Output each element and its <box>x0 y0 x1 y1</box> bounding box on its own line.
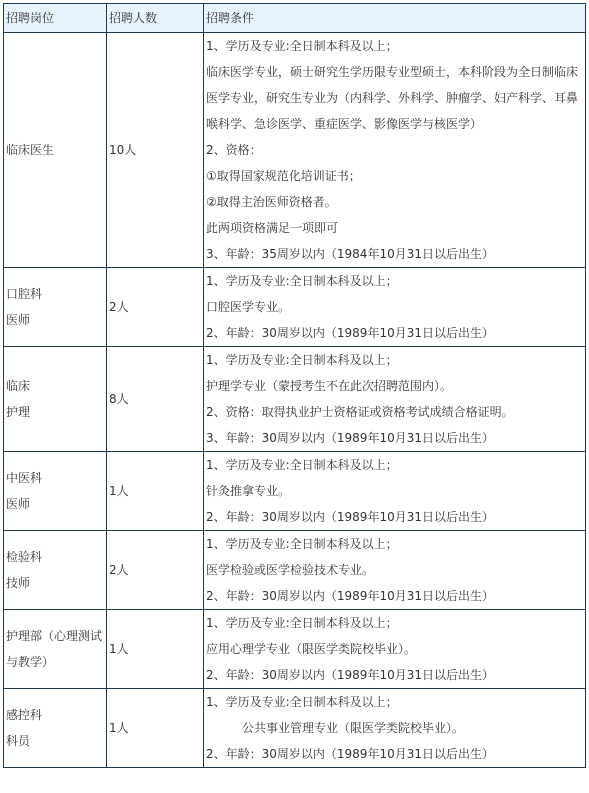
position-label: 护理 <box>6 405 31 419</box>
position-label: 感控科 <box>6 708 43 722</box>
position-label: 口腔科 <box>6 287 43 301</box>
condition-line: 1、学历及专业:全日制本科及以上； <box>206 616 398 630</box>
position-cell <box>4 347 107 452</box>
condition-line: 2、年龄：30周岁以内（1989年10月31日以后出生） <box>206 510 494 524</box>
count-cell: 1人 <box>107 610 204 689</box>
position-cell <box>4 610 107 689</box>
condition-line: 2、年龄：30周岁以内（1989年10月31日以后出生） <box>206 747 494 761</box>
condition-line: 临床医学专业，硕士研究生学历限专业型硕士，本科阶段为全日制临床 <box>206 65 579 79</box>
position-cell <box>4 452 107 531</box>
table-row <box>4 531 586 610</box>
condition-line: 1、学历及专业:全日制本科及以上； <box>206 537 398 551</box>
header-position: 招聘岗位 <box>4 4 107 33</box>
position-label: 中医科 <box>6 471 43 485</box>
condition-line: ①取得国家规范化培训证书； <box>206 169 361 183</box>
condition-line: 2、资格： <box>206 143 262 157</box>
position-cell <box>4 689 107 768</box>
condition-line: 2、年龄：30周岁以内（1989年10月31日以后出生） <box>206 589 494 603</box>
condition-line: 2、年龄：30周岁以内（1989年10月31日以后出生） <box>206 668 494 682</box>
position-label: 科员 <box>6 734 31 748</box>
condition-line: 护理学专业（蒙授考生不在此次招聘范围内）。 <box>206 379 453 393</box>
conditions-cell <box>204 268 586 347</box>
condition-line: 1、学历及专业:全日制本科及以上； <box>206 458 398 472</box>
position-label: 临床医生 <box>6 143 55 157</box>
count-cell: 10人 <box>107 33 204 268</box>
conditions-cell <box>204 610 586 689</box>
header-count: 招聘人数 <box>107 4 204 33</box>
recruitment-table <box>3 3 586 768</box>
condition-line: 医学检验或医学检验技术专业。 <box>206 563 375 577</box>
position-cell <box>4 268 107 347</box>
count-cell: 1人 <box>107 689 204 768</box>
position-label: 临床 <box>6 379 31 393</box>
condition-line: 2、年龄：30周岁以内（1989年10月31日以后出生） <box>206 326 494 340</box>
position-label: 检验科 <box>6 550 43 564</box>
position-cell <box>4 33 107 268</box>
condition-line: ②取得主治医师资格者。 <box>206 195 337 209</box>
count-cell: 2人 <box>107 531 204 610</box>
conditions-cell <box>204 347 586 452</box>
condition-line: 喉科学、急诊医学、重症医学、影像医学与核医学） <box>206 117 483 131</box>
condition-line: 口腔医学专业。 <box>206 300 291 314</box>
count-cell: 8人 <box>107 347 204 452</box>
condition-line: 1、学历及专业:全日制本科及以上； <box>206 695 398 709</box>
position-label: 技师 <box>6 576 31 590</box>
condition-line: 医学专业，研究生专业为（内科学、外科学、肿瘤学、妇产科学、耳鼻 <box>206 91 579 105</box>
count-cell: 1人 <box>107 452 204 531</box>
condition-line: 1、学历及专业:全日制本科及以上； <box>206 353 398 367</box>
table-row <box>4 689 586 768</box>
position-label: 护理部（心理测试 <box>6 629 103 643</box>
condition-line: 应用心理学专业（限医学类院校毕业）。 <box>206 642 417 656</box>
conditions-cell <box>204 33 586 268</box>
conditions-cell <box>204 689 586 768</box>
table-row <box>4 610 586 689</box>
header-conditions: 招聘条件 <box>204 4 586 33</box>
condition-line: 1、学历及专业:全日制本科及以上； <box>206 39 398 53</box>
position-label: 医师 <box>6 497 31 511</box>
table-row <box>4 33 586 268</box>
condition-line: 2、资格：取得执业护士资格证或资格考试成绩合格证明。 <box>206 405 514 419</box>
position-label: 与教学） <box>6 655 55 669</box>
condition-line: 3、年龄：30周岁以内（1989年10月31日以后出生） <box>206 431 494 445</box>
count-cell: 2人 <box>107 268 204 347</box>
condition-line: 1、学历及专业:全日制本科及以上； <box>206 274 398 288</box>
table-row <box>4 347 586 452</box>
condition-line: 此两项资格满足一项即可 <box>206 221 339 235</box>
position-label: 医师 <box>6 313 31 327</box>
position-cell <box>4 531 107 610</box>
table-header-row <box>4 4 586 33</box>
conditions-cell <box>204 452 586 531</box>
table-row <box>4 452 586 531</box>
condition-line: 针灸推拿专业。 <box>206 484 291 498</box>
conditions-cell <box>204 531 586 610</box>
table-row <box>4 268 586 347</box>
condition-line: 公共事业管理专业（限医学类院校毕业）。 <box>242 721 465 735</box>
condition-line: 3、年龄：35周岁以内（1984年10月31日以后出生） <box>206 247 494 261</box>
